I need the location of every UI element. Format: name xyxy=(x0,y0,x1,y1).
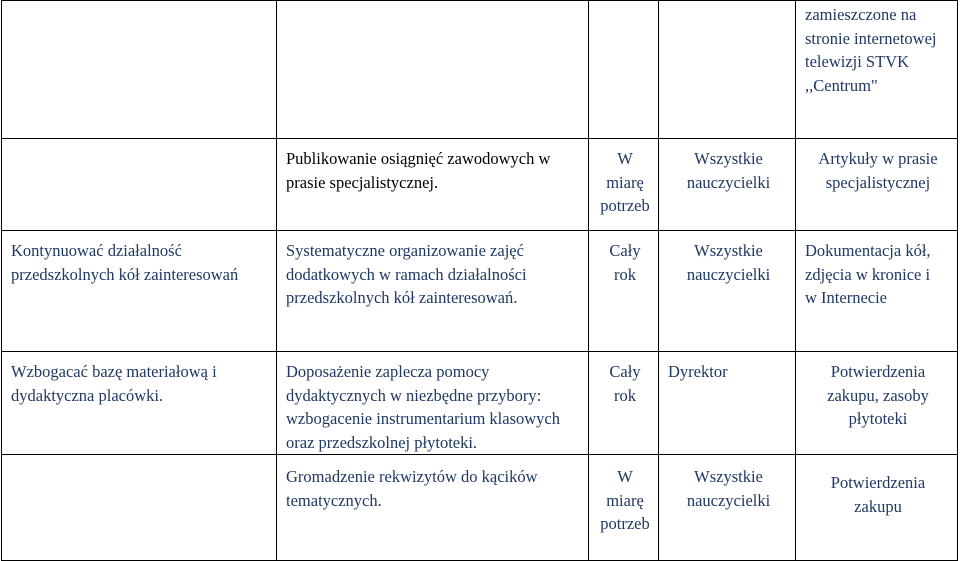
evidence-cell: Potwierdzenia zakupu xyxy=(796,455,958,561)
goal-cell xyxy=(2,455,277,561)
task-cell: Doposażenie zaplecza pomocy dydaktycznych w niezbędne przybory: wzbogacenie instrumentarium klasowych oraz przedszkolnej płytoteki. xyxy=(277,352,589,455)
task-cell: Gromadzenie rekwizytów do kącików tematycznych. xyxy=(277,455,589,561)
task-cell: Publikowanie osiągnięć zawodowych w prasie specjalistycznej. xyxy=(277,139,589,231)
date-cell: Cały rok xyxy=(589,231,659,352)
goal-cell xyxy=(2,139,277,231)
date-cell: Cały rok xyxy=(589,352,659,455)
table-row xyxy=(2,139,958,231)
goal-cell: Wzbogacać bazę materiałową i dydaktyczna placówki. xyxy=(2,352,277,455)
date-cell xyxy=(589,1,659,139)
date-cell: W miarę potrzeb xyxy=(589,139,659,231)
table-row xyxy=(2,1,958,139)
table-row xyxy=(2,231,958,352)
responsible-cell: Dyrektor xyxy=(659,352,796,455)
evidence-cell: Dokumentacja kół, zdjęcia w kronice i w Internecie xyxy=(796,231,958,352)
date-cell: W miarę potrzeb xyxy=(589,455,659,561)
goal-cell: Kontynuować działalność przedszkolnych kół zainteresowań xyxy=(2,231,277,352)
task-cell: Systematyczne organizowanie zajęć dodatkowych w ramach działalności przedszkolnych kół zainteresowań. xyxy=(277,231,589,352)
responsible-cell: Wszystkie nauczycielki xyxy=(659,231,796,352)
evidence-cell: Potwierdzenia zakupu, zasoby płytoteki xyxy=(796,352,958,455)
evidence-cell: zamieszczone na stronie internetowej telewizji STVK ,,Centrum" xyxy=(796,1,958,139)
evidence-cell: Artykuły w prasie specjalistycznej xyxy=(796,139,958,231)
goal-cell xyxy=(2,1,277,139)
plan-table xyxy=(1,0,958,561)
table-row xyxy=(2,352,958,455)
responsible-cell xyxy=(659,1,796,139)
task-cell xyxy=(277,1,589,139)
responsible-cell: Wszystkie nauczycielki xyxy=(659,455,796,561)
responsible-cell: Wszystkie nauczycielki xyxy=(659,139,796,231)
table-row xyxy=(2,455,958,561)
